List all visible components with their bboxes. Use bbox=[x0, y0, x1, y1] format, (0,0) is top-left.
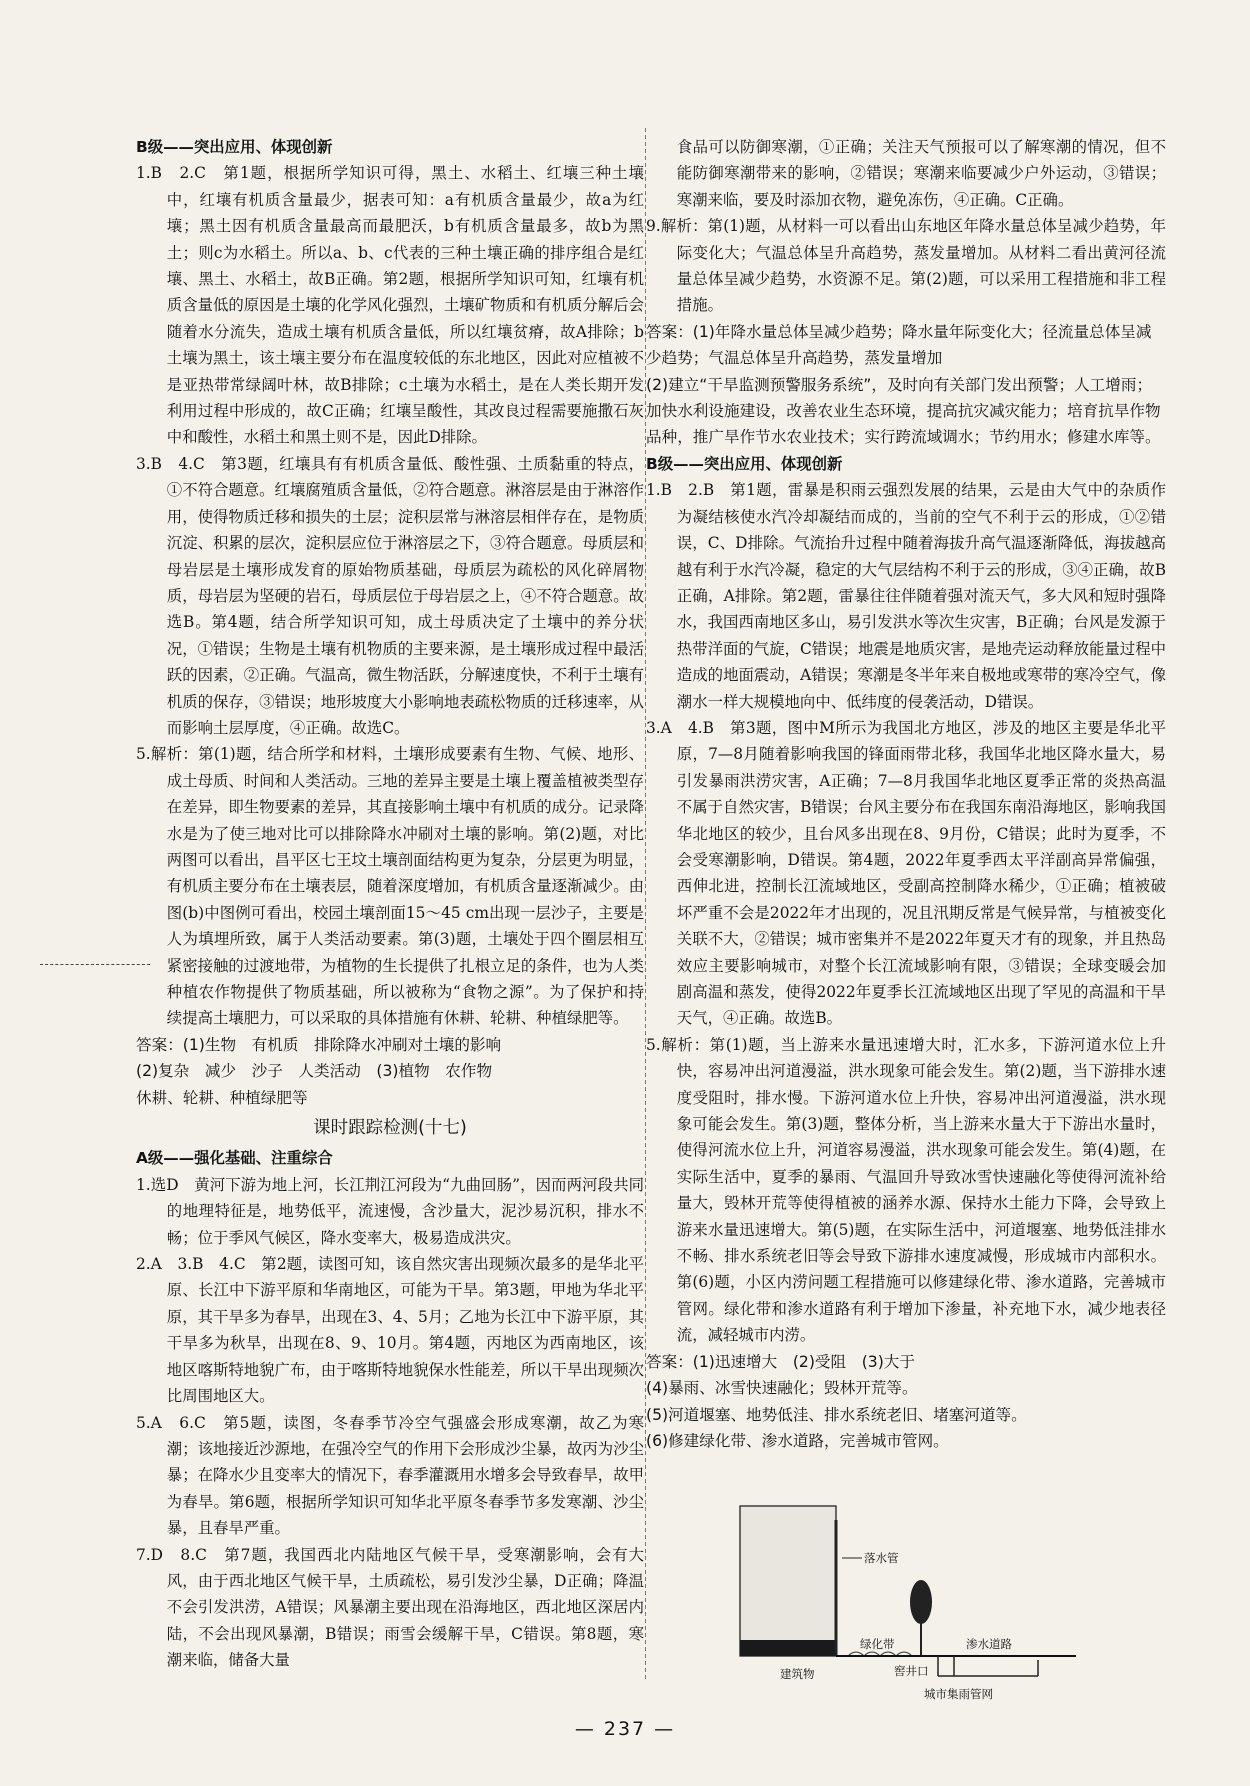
section-heading: B级——突出应用、体现创新 bbox=[136, 138, 333, 156]
section-heading: B级——突出应用、体现创新 bbox=[646, 454, 843, 473]
drainage-diagram-svg bbox=[738, 1500, 1078, 1710]
answer-item: 5.A 6.C 第5题，读图，冬春季节冷空气强盛会形成寒潮，故乙为寒潮；该地接近沙源地，在强冷空气的作用下会形成沙尘暴，故丙为沙尘暴；在降水少且变率大的情况下，春季灌溉用水增多会导致春旱，故甲为春旱。第6题，根据所学知识可知华北平原冬春季节多发寒潮、沙尘暴，且春旱严重。 bbox=[136, 1413, 644, 1538]
answer-item: 2.A 3.B 4.C 第2题，读图可知，该自然灾害出现频次最多的是华北平原、长江中下游平原和华南地区，可能为干旱。第3题，甲地为华北平原，其干旱多为春旱，出现在3、4、5月；乙地为长江中下游平原，其干旱多为秋旱，出现在8、9、10月。第4题，丙地区为西南地区，该地区喀斯特地貌广布，由于喀斯特地貌保水性能差，所以干旱出现频次比周围地区大。 bbox=[136, 1255, 644, 1406]
answer-item: 3.B 4.C 第3题，红壤具有有机质含量低、酸性强、土质黏重的特点，①不符合题意。红壤腐殖质含量低，②符合题意。淋溶层是由于淋溶作用，使得物质迁移和损失的土层；淀积层常与淋溶层相伴存在，是物质沉淀、积累的层次，淀积层应位于淋溶层之下，③符合题意。母质层和母岩层是土壤形成发育的原始物质基础，母质层为疏松的风化碎屑物质，母岩层为坚硬的岩石，母质层位于母岩层之上，④不符合题意。故选B。第4题，结合所学知识可知，成土母质决定了土壤中的养分状况，①错误；生物是土壤有机物质的主要来源，是土壤形成过程中最活跃的因素，②正确。气温高，微生物活跃，分解速度快，不利于土壤有机质的保存，③错误；地形坡度大小影响地表疏松物质的迁移速率，从而影响土层厚度，④正确。故选C。 bbox=[136, 454, 644, 737]
label-downpipe: 落水管 bbox=[864, 1551, 899, 1565]
left-column bbox=[136, 134, 644, 1674]
building-base-shape bbox=[740, 1640, 836, 1656]
right-column bbox=[646, 134, 1166, 1454]
answer-continuation: 食品可以防御寒潮，①正确；关注天气预报可以了解寒潮的情况，但不能防御寒潮带来的影响，②错误；寒潮来临要减少户外运动，③错误；寒潮来临，要及时添加衣物，避免冻伤，④正确。C正确。 bbox=[676, 138, 1166, 209]
margin-cut-line bbox=[40, 964, 150, 966]
answer-line: (6)修建绿化带、渗水道路，完善城市管网。 bbox=[646, 1431, 949, 1450]
drainage-diagram bbox=[738, 1500, 1078, 1710]
answer-item: 5.解析：第(1)题，当上游来水量迅速增大时，汇水多，下游河道水位上升快，容易冲出河道漫溢，洪水现象可能会发生。第(2)题，当下游排水速度受阻时，排水慢。下游河道水位上升快，容易冲出河道漫溢，洪水现象可能会发生。第(3)题，整体分析，当上游来水量大于下游出水量时，使得河流水位上升，河道容易漫溢，洪水现象可能会发生。第(4)题，在实际生活中，夏季的暴雨、气温回升导致冰雪快速融化等使得河流补给量大，毁林开荒等使得植被的涵养水源、保持水土能力下降，会导致上游来水量迅速增大。第(5)题，在实际生活中，河道堰塞、地势低洼排水不畅、排水系统老旧等会导致下游排水速度减慢，形成城市内部积水。第(6)题，小区内涝问题工程措施可以修建绿化带、渗水道路，完善城市管网。绿化带和渗水道路有利于增加下渗量，补充地下水，减少地表径流，减轻城市内涝。 bbox=[646, 1035, 1166, 1345]
answer-line: (2)建立“干旱监测预警服务系统”，及时向有关部门发出预警；人工增雨；加快水利设施建设，改善农业生态环境，提高抗灾减灾能力；培育抗旱作物品种，推广旱作节水农业技术；实行跨流域调水；节约用水；修建水库等。 bbox=[646, 375, 1161, 447]
answer-line: 答案：(1)年降水量总体呈减少趋势；降水量年际变化大；径流量总体呈减少趋势；气温总体呈升高趋势，蒸发量增加 bbox=[646, 322, 1152, 368]
label-greenbelt: 绿化带 bbox=[860, 1637, 895, 1651]
answer-line: 休耕、轮耕、种植绿肥等 bbox=[136, 1088, 308, 1107]
building-shape bbox=[740, 1506, 836, 1656]
label-network: 城市集雨管网 bbox=[924, 1687, 993, 1701]
section-heading: A级——强化基础、注重综合 bbox=[136, 1149, 333, 1168]
section-title: 课时跟踪检测(十七) bbox=[313, 1118, 467, 1139]
label-road: 渗水道路 bbox=[966, 1637, 1012, 1651]
tree-crown-shape bbox=[910, 1580, 932, 1624]
answer-item: 3.A 4.B 第3题，图中M所示为我国北方地区，涉及的地区主要是华北平原，7—8月随着影响我国的锋面雨带北移，我国华北地区降水量大，易引发暴雨洪涝灾害，A正确；7—8月我国华北地区夏季正常的炎热高温不属于自然灾害，B错误；台风主要分布在我国东南沿海地区，影响我国华北地区的较少，且台风多出现在8、9月份，C错误；此时为夏季，不会受寒潮影响，D错误。第4题，2022年夏季西太平洋副高异常偏强，西伸北进，控制长江流域地区，受副高控制降水稀少，①正确；植被破坏严重不会是2022年才出现的，况且汛期反常是气候异常，与植被变化关联不大，②错误；城市密集并不是2022年夏天才有的现象，并且热岛效应主要影响城市，对整个长江流域影响有限，③错误；全球变暖会加剧高温和蒸发，使得2022年夏季长江流域地区出现了罕见的高温和干旱天气，④正确。故选B。 bbox=[646, 718, 1166, 1028]
page-number: — 237 — bbox=[574, 1718, 676, 1740]
answer-item: 5.解析：第(1)题，结合所学和材料，土壤形成要素有生物、气候、地形、成土母质、时间和人类活动。三地的差异主要是土壤上覆盖植被类型存在差异，即生物要素的差异，其直接影响土壤中有机质的成分。记录降水是为了使三地对比可以排除降水冲刷对土壤的影响。第(2)题，对比两图可以看出，昌平区七王坟土壤剖面结构更为复杂，分层更为明显，有机质主要分布在土壤表层，随着深度增加，有机质含量逐渐减少。由图(b)中图例可看出，校园土壤剖面15～45 cm出现一层沙子，主要是人为填埋所致，属于人类活动要素。第(3)题，土壤处于四个圈层相互紧密接触的过渡地带，为植物的生长提供了扎根立足的条件，也为人类种植农作物提供了物质基础，所以被称为“食物之源”。为了保护和持续提高土壤肥力，可以采取的具体措施有休耕、轮耕、种植绿肥等。 bbox=[136, 745, 644, 1028]
answer-item: 9.解析：第(1)题，从材料一可以看出山东地区年降水量总体呈减少趋势，年际变化大；气温总体呈升高趋势，蒸发量增加。从材料二看出黄河径流量总体呈减少趋势，水资源不足。第(2)题，可以采用工程措施和非工程措施。 bbox=[646, 217, 1166, 315]
answer-line: 答案：(1)迅速增大 (2)受阻 (3)大于 bbox=[646, 1352, 915, 1371]
answer-item: 7.D 8.C 第7题，我国西北内陆地区气候干旱，受寒潮影响，会有大风，由于西北地区气候干旱，土质疏松，易引发沙尘暴，D正确；降温不会引发洪涝，A错误；风暴潮主要出现在沿海地区，西北地区深居内陆，不会出现风暴潮，B错误；雨雪会缓解干旱，C错误。第8题，寒潮来临，储备大量 bbox=[136, 1545, 644, 1670]
label-manhole: 窖井口 bbox=[894, 1664, 929, 1678]
answer-item: 1.B 2.C 第1题，根据所学知识可得，黑土、水稻土、红壤三种土壤中，红壤有机质含量最少，据表可知：a有机质含量最少，故a为红壤；黑土因有机质含量最高而最肥沃，b有机质含量最多，故b为黑土；则c为水稻土。所以a、b、c代表的三种土壤正确的排序组合是红壤、黑土、水稻土，故B正确。第2题，根据所学知识可知，红壤有机质含量低的原因是土壤的化学风化强烈，土壤矿物质和有机质分解后会随着水分流失，造成土壤有机质含量低，所以红壤贫瘠，故A排除；b土壤为黑土，该土壤主要分布在温度较低的东北地区，因此对应植被不是亚热带常绿阔叶林，故B排除；c土壤为水稻土，是在人类长期开发利用过程中形成的，故C正确；红壤呈酸性，其改良过程需要施撒石灰中和酸性，水稻土和黑土则不是，因此D排除。 bbox=[136, 164, 644, 447]
label-building: 建筑物 bbox=[780, 1667, 815, 1681]
answer-line: 答案：(1)生物 有机质 排除降水冲刷对土壤的影响 bbox=[136, 1035, 502, 1054]
answer-line: (2)复杂 减少 沙子 人类活动 (3)植物 农作物 bbox=[136, 1062, 493, 1081]
answer-item: 1.选D 黄河下游为地上河，长江荆江河段为“九曲回肠”，因而两河段共同的地理特征是，地势低平，流速慢，含沙量大，泥沙易沉积，排水不畅；位于季风气候区，降水变率大，极易造成洪灾。 bbox=[136, 1175, 644, 1247]
answer-line: (4)暴雨、冰雪快速融化；毁林开荒等。 bbox=[646, 1379, 918, 1398]
answer-item: 1.B 2.B 第1题，雷暴是积雨云强烈发展的结果，云是由大气中的杂质作为凝结核使水汽冷却凝结而成的，当前的空气不利于云的形成，①②错误，C、D排除。气流抬升过程中随着海拔升高气温逐渐降低，海拔越高越有利于水汽冷凝，稳定的大气层结构不利于云的形成，③④正确，故B正确，A排除。第2题，雷暴往往伴随着强对流天气，多大风和短时强降水，我国西南地区多山，易引发洪水等次生灾害，B正确；台风是发源于热带洋面的气旋，C错误；地震是地质灾害，是地壳运动释放能量过程中造成的地面震动，A错误；寒潮是冬半年来自极地或寒带的寒冷空气，像潮水一样大规模地向中、低纬度的侵袭活动，D错误。 bbox=[646, 481, 1166, 711]
answer-line: (5)河道堰塞、地势低洼、排水系统老旧、堵塞河道等。 bbox=[646, 1405, 1027, 1424]
